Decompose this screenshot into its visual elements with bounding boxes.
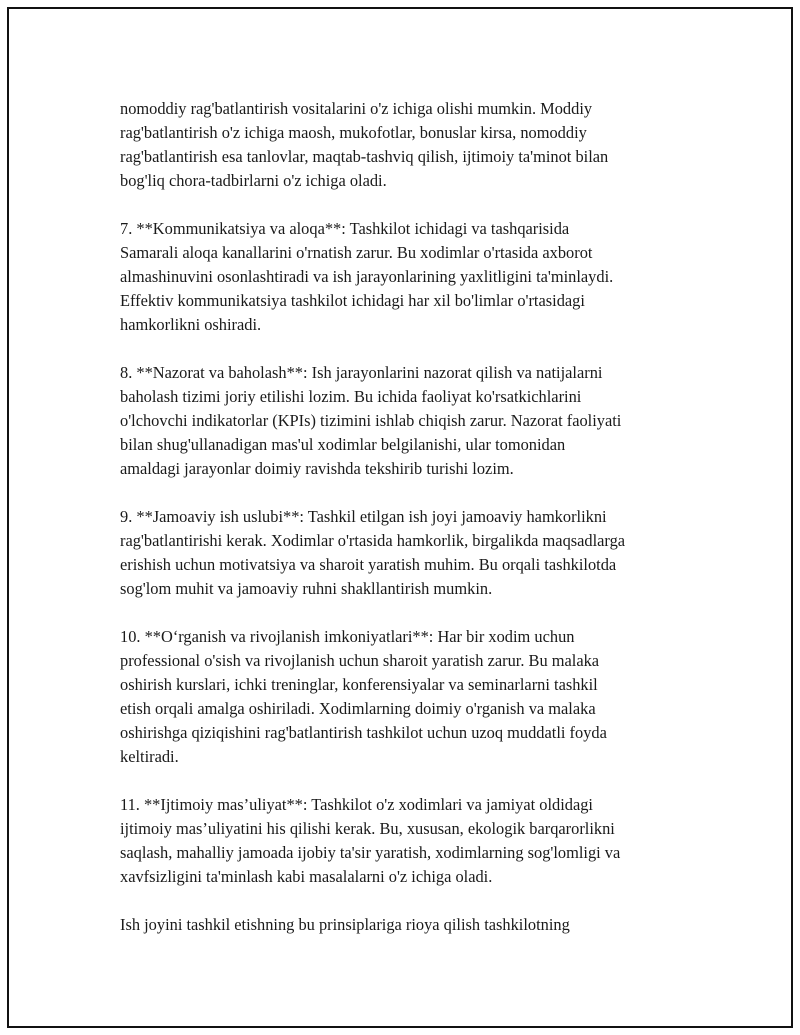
paragraph-learning: 10. **O‘rganish va rivojlanish imkoniyatlari**: Har bir xodim uchun professional o'sish va rivojlanish uchun sharoit yaratish zarur. Bu malaka oshirish kurslari, ichki treninglar, konferensiyalar va seminarlarni tashkil etish orqali amalga oshiriladi. Xodimlarning doimiy o'rganish va malaka oshirishga qiziqishini rag'batlantirish tashkilot uchun uzoq muddatli foyda keltiradi. bbox=[120, 627, 607, 766]
paragraph-intro: nomoddiy rag'batlantirish vositalarini o'z ichiga olishi mumkin. Moddiy rag'batlantirish o'z ichiga maosh, mukofotlar, bonuslar kirsa, nomoddiy rag'batlantirish esa tanlovlar, maqtab-tashviq qilish, ijtimoiy ta'minot bilan bog'liq chora-tadbirlarni o'z ichiga oladi. bbox=[120, 99, 609, 190]
paragraph-control: 8. **Nazorat va baholash**: Ish jarayonlarini nazorat qilish va natijalarni baholash tizimi joriy etilishi lozim. Bu ichida faoliyat ko'rsatkichlarini o'lchovchi indikatorlar (KPIs) tizimini ishlab chiqish zarur. Nazorat faoliyati bilan shug'ullanadigan mas'ul xodimlar belgilanishi, ular tomonidan amaldagi jarayonlar doimiy ravishda tekshirib turishi lozim. bbox=[120, 363, 622, 478]
paragraph-teamwork: 9. **Jamoaviy ish uslubi**: Tashkil etilgan ish joyi jamoaviy hamkorlikni rag'batlantirishi kerak. Xodimlar o'rtasida hamkorlik, birgalikda maqsadlarga erishish uchun motivatsiya va sharoit yaratish muhim. Bu orqali tashkilotda sog'lom muhit va jamoaviy ruhni shakllantirish mumkin. bbox=[120, 507, 626, 598]
page-border bbox=[7, 7, 793, 1028]
paragraph-conclusion: Ish joyini tashkil etishning bu prinsiplariga rioya qilish tashkilotning bbox=[120, 915, 570, 934]
paragraph-social-responsibility: 11. **Ijtimoiy mas’uliyat**: Tashkilot o'z xodimlari va jamiyat oldidagi ijtimoiy mas’uliyatini his qilishi kerak. Bu, xususan, ekologik barqarorlikni saqlash, mahalliy jamoada ijobiy ta'sir yaratish, xodimlarning sog'lomligi va xavfsizligini ta'minlash kabi masalalarni o'z ichiga oladi. bbox=[120, 795, 621, 886]
paragraph-communication: 7. **Kommunikatsiya va aloqa**: Tashkilot ichidagi va tashqarisida Samarali aloqa kanallarini o'rnatish zarur. Bu xodimlar o'rtasida axborot almashinuvini osonlashtiradi va ish jarayonlarining yaxlitligini ta'minlaydi. Effektiv kommunikatsiya tashkilot ichidagi har xil bo'limlar o'rtasidagi hamkorlikni oshiradi. bbox=[120, 219, 614, 334]
document-body bbox=[120, 97, 710, 961]
